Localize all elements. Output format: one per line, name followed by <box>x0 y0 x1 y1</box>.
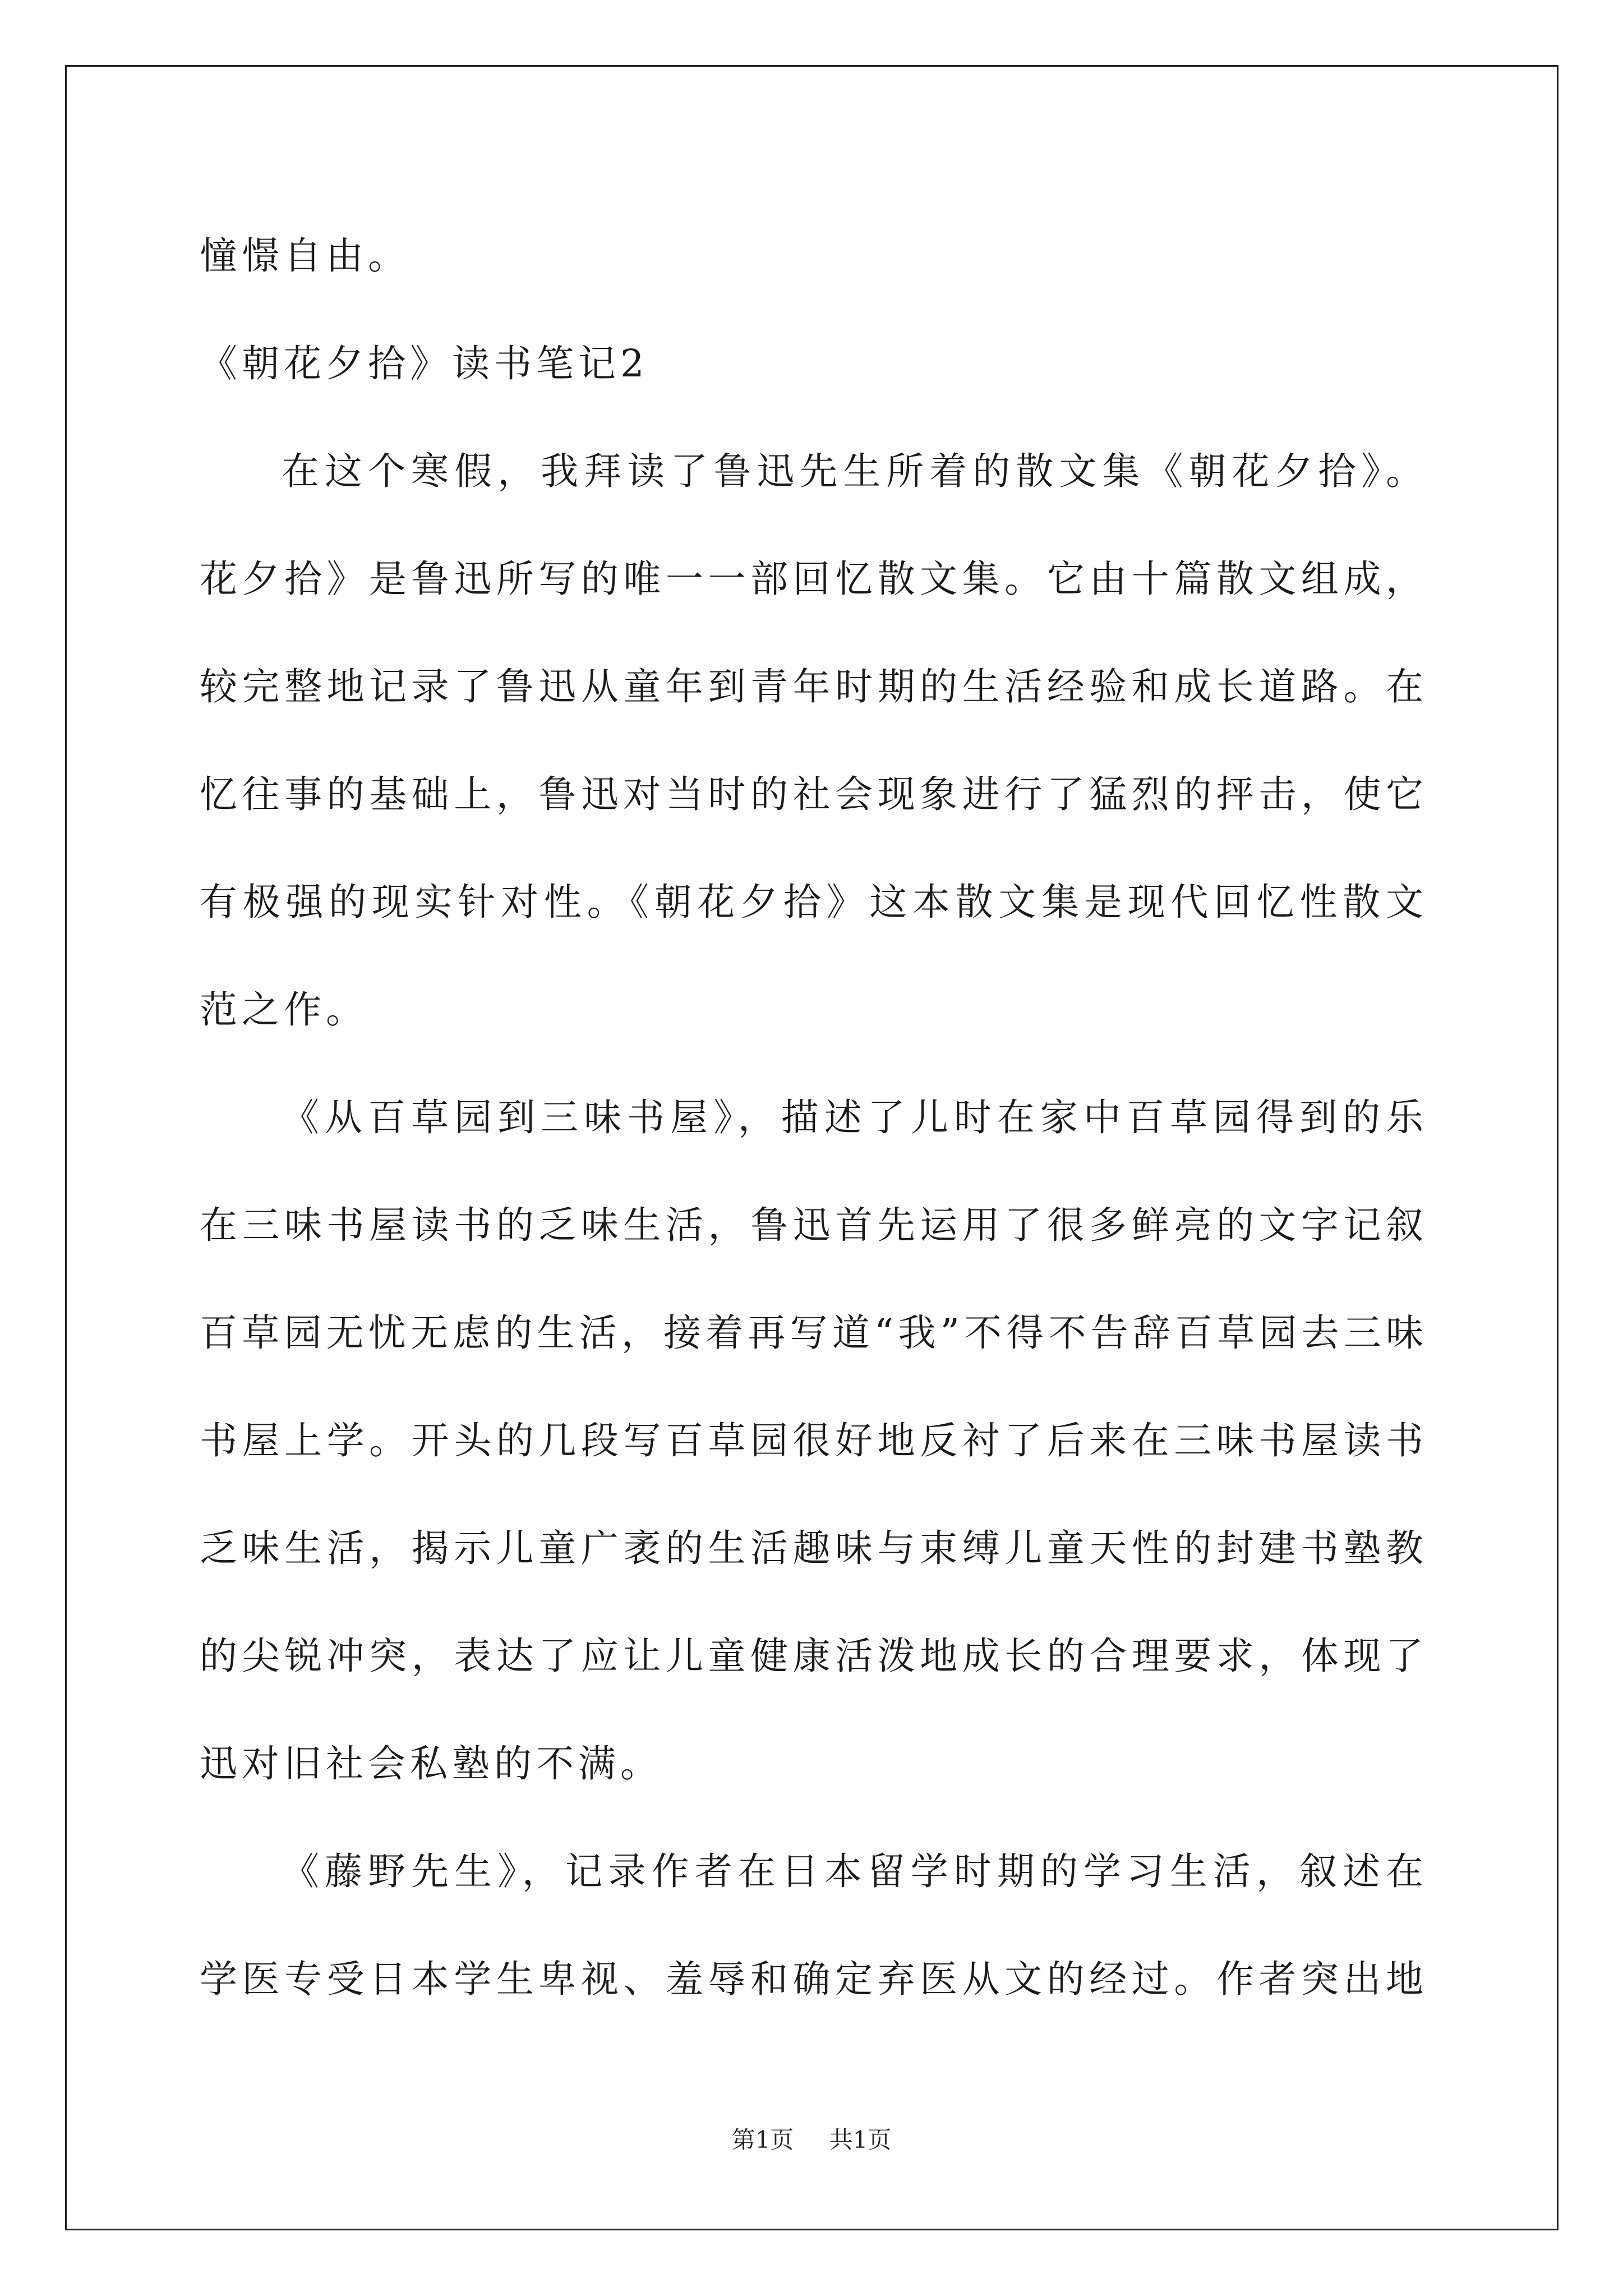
paragraph-line: 《藤野先生》，记录作者在日本留学时期的学习生活，叙述在 <box>282 1849 1428 1893</box>
paragraph-line: 在这个寒假，我拜读了鲁迅先生所着的散文集《朝花夕拾》。 <box>282 449 1428 493</box>
paragraph-line: 书屋上学。开头的几段写百草园很好地反衬了后来在三味书屋读书 <box>200 1419 1428 1462</box>
paragraph-line: 百草园无忧无虑的生活，接着再写道“我”不得不告辞百草园去三味 <box>200 1311 1428 1355</box>
paragraph-line: 憧憬自由。 <box>200 234 410 278</box>
page-footer <box>0 2122 1623 2155</box>
total-pages: 共1页 <box>829 2126 892 2154</box>
paragraph-line: 的尖锐冲突，表达了应让儿童健康活泼地成长的合理要求，体现了 <box>200 1634 1428 1678</box>
document-body <box>200 202 1428 2033</box>
paragraph-line: 较完整地记录了鲁迅从童年到青年时期的生活经验和成长道路。在 <box>200 665 1428 708</box>
page-number: 第1页 <box>731 2126 794 2154</box>
paragraph-line: 学医专受日本学生卑视、羞辱和确定弃医从文的经过。作者突出地 <box>200 1957 1428 2001</box>
paragraph-line: 范之作。 <box>200 988 368 1032</box>
paragraph-line: 乏味生活，揭示儿童广袤的生活趣味与束缚儿童天性的封建书塾教 <box>200 1526 1428 1570</box>
paragraph-line: 忆往事的基础上，鲁迅对当时的社会现象进行了猛烈的抨击，使它 <box>200 772 1428 816</box>
paragraph-line: 迅对旧社会私塾的不满。 <box>200 1742 662 1786</box>
paragraph-line: 有极强的现实针对性。《朝花夕拾》这本散文集是现代回忆性散文 <box>200 880 1428 924</box>
paragraph-line: 花夕拾》是鲁迅所写的唯一一部回忆散文集。它由十篇散文组成， <box>200 557 1428 601</box>
paragraph-line: 在三味书屋读书的乏味生活，鲁迅首先运用了很多鲜亮的文字记叙 <box>200 1203 1428 1247</box>
section-heading: 《朝花夕拾》读书笔记2 <box>200 342 649 385</box>
paragraph-line: 《从百草园到三味书屋》，描述了儿时在家中百草园得到的乐 <box>282 1096 1428 1139</box>
